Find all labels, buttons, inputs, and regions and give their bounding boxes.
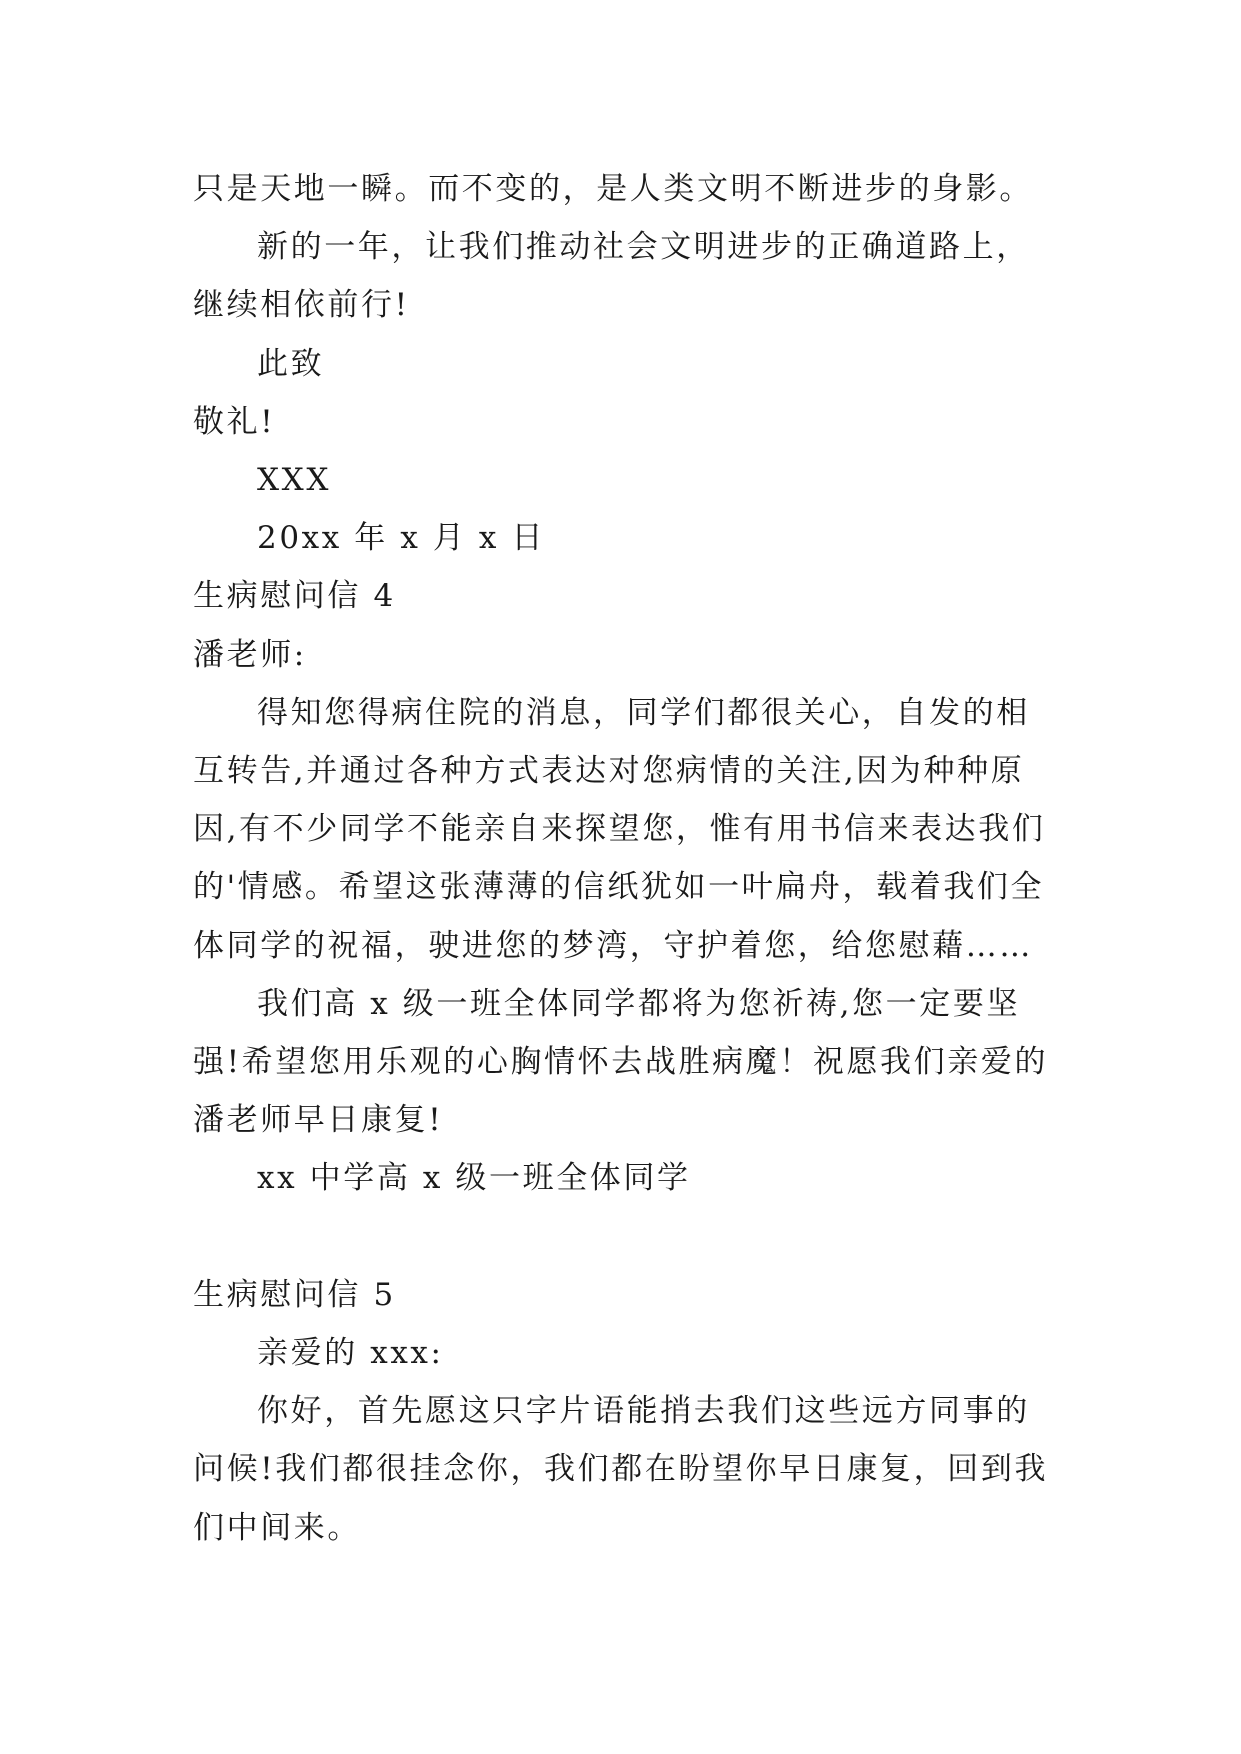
document-body [193, 160, 1055, 1557]
signature-date: 20xx 年 x 月 x 日 [257, 520, 546, 557]
salutation-5: 亲爱的 xxx: [257, 1335, 444, 1372]
signature-name: XXX [257, 462, 332, 499]
signature-4: xx 中学高 x 级一班全体同学 [257, 1160, 691, 1197]
paragraph-continued: 只是天地一瞬。而不变的，是人类文明不断进步的身影。 [193, 171, 1033, 207]
closing-cizhi: 此致 [257, 345, 325, 382]
paragraph-new-year: 新的一年，让我们推动社会文明进步的正确道路上，继续相依前行! [193, 229, 1030, 324]
blank-line [193, 1208, 1055, 1266]
section-title-5: 生病慰问信 5 [193, 1276, 396, 1313]
salutation-4: 潘老师: [193, 636, 307, 673]
paragraph-5-1: 你好，首先愿这只字片语能捎去我们这些远方同事的问候!我们都很挂念你，我们都在盼望你早日康复，回到我们中间来。 [193, 1393, 1049, 1546]
paragraph-4-2: 我们高 x 级一班全体同学都将为您祈祷,您一定要坚强!希望您用乐观的心胸情怀去战胜病魔！祝愿我们亲爱的潘老师早日康复! [193, 985, 1049, 1139]
section-title-4: 生病慰问信 4 [193, 578, 396, 615]
closing-jingli: 敬礼! [193, 403, 276, 440]
paragraph-4-1: 得知您得病住院的消息，同学们都很关心，自发的相互转告,并通过各种方式表达对您病情的关注,因为种种原因,有不少同学不能亲自来探望您，惟有用书信来表达我们的'情感。希望这张薄薄的信纸犹如一叶扁舟，载着我们全体同学的祝福，驶进您的梦湾，守护着您，给您慰藉…… [193, 694, 1046, 964]
